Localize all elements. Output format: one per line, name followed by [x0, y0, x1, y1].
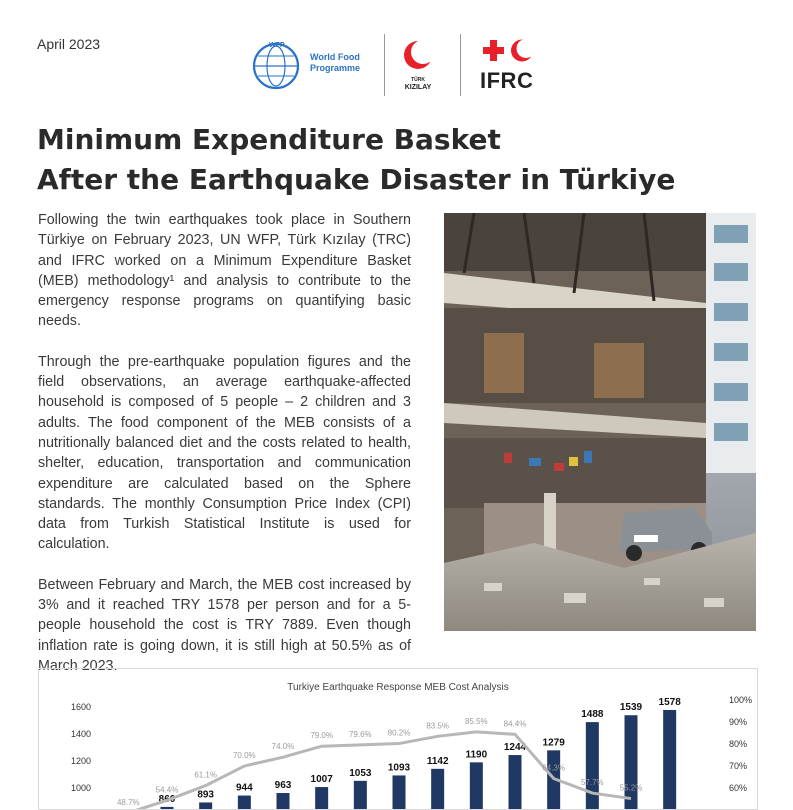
chart-bar: [509, 755, 522, 809]
paragraph-results: Between February and March, the MEB cost increased by 3% and it reached TRY 1578 per person and for a 5-people household the cost is TRY 7889. Even though inflation rate is going down, it is still high at 50.5% as of March 2023.: [38, 576, 411, 674]
chart-bar: [663, 710, 676, 809]
chart-bar: [161, 807, 174, 809]
line-value-label: 70.0%: [232, 751, 256, 760]
bar-value-label: 1053: [349, 767, 372, 779]
logo-divider: [384, 34, 385, 96]
ifrc-cross-crescent-icon: [480, 38, 540, 64]
chart-canvas: [39, 669, 757, 809]
chart-bar: [586, 722, 599, 809]
body-text: [38, 210, 411, 696]
bar-value-label: 1488: [581, 709, 604, 721]
line-value-label: 48.7%: [116, 797, 140, 807]
wfp-name: World Food Programme: [310, 52, 361, 73]
chart-bar: [431, 769, 444, 809]
bar-value-label: 1093: [387, 762, 411, 774]
line-value-label: 79.6%: [348, 729, 372, 739]
bar-value-label: 1578: [658, 696, 681, 708]
bar-value-label: 1244: [503, 742, 527, 754]
line-value-label: 84.4%: [503, 719, 527, 729]
line-value-label: 55.2%: [619, 783, 643, 793]
bar-value-label: 944: [235, 782, 253, 794]
chart-bar: [393, 775, 406, 809]
chart-bar: [625, 715, 638, 809]
line-value-label: 83.5%: [426, 721, 450, 731]
y-right-tick: 90%: [729, 717, 748, 727]
line-value-label: 85.5%: [464, 716, 488, 726]
paragraph-intro: Following the twin earthquakes took place in Southern Türkiye on February 2023, UN WFP, Türk Kızılay (TRC) and IFRC worked on a Minimum Expenditure Basket (MEB) methodology¹ and analysis to contribute to the emergency response programs on quantifying basic needs.: [38, 212, 411, 330]
paragraph-method: Through the pre-earthquake population figures and the field observations, an average earthquake-affected household is composed of 5 people – 2 children and 3 adults. The food component of the MEB consists of a nutritionally balanced diet and the costs related to health, shelter, education, transportation and communication expenditure are calculated based on the Sphere standards. The monthly Consumption Price Index (CPI) data from Turkish Statistical Institute is used for calculation.: [38, 353, 411, 553]
line-value-label: 54.4%: [155, 785, 179, 795]
partner-logos: [250, 32, 550, 98]
bar-value-label: 860: [158, 793, 176, 805]
kizilay-crescent-icon: [400, 38, 436, 74]
bar-value-label: 893: [197, 789, 215, 801]
y-left-tick: 1400: [70, 729, 91, 739]
line-value-label: 57.7%: [580, 778, 604, 788]
bar-value-label: 1279: [542, 737, 565, 749]
line-value-label: 61.1%: [194, 770, 218, 780]
bar-value-label: 1190: [465, 749, 488, 761]
line-value-label: 79.0%: [310, 731, 334, 741]
chart-title: Turkiye Earthquake Response MEB Cost Analysis: [287, 682, 509, 693]
bar-value-label: 1007: [310, 774, 333, 786]
bar-value-label: 1142: [426, 755, 449, 767]
line-value-label: 64.3%: [542, 763, 566, 773]
chart-bar: [470, 762, 483, 809]
wfp-acronym: WFP: [269, 42, 285, 49]
line-value-label: 80.2%: [387, 728, 411, 738]
report-date: April 2023: [37, 36, 101, 52]
earthquake-damage-photo: [444, 213, 756, 631]
logo-divider: [460, 34, 461, 96]
y-left-tick: 1000: [70, 783, 91, 793]
y-right-tick: 60%: [729, 783, 748, 793]
page-title: Minimum Expenditure Basket After the Earthquake Disaster in Türkiye: [37, 123, 676, 196]
chart-bar: [199, 802, 212, 809]
line-value-label: 74.0%: [271, 742, 295, 752]
y-left-tick: 1200: [70, 756, 91, 766]
meb-cost-chart: [38, 668, 758, 810]
y-right-tick: 70%: [729, 761, 748, 771]
y-left-tick: 1600: [70, 702, 91, 712]
kizilay-name: TÜRK KIZILAY: [404, 77, 432, 91]
chart-bar: [315, 787, 328, 809]
y-right-tick: 80%: [729, 739, 748, 749]
ifrc-name: IFRC: [480, 68, 534, 93]
y-right-tick: 100%: [729, 695, 753, 705]
bar-value-label: 963: [274, 779, 292, 791]
bar-value-label: 1539: [619, 702, 643, 714]
chart-bar: [238, 796, 251, 809]
chart-bar: [354, 781, 367, 809]
chart-bar: [277, 793, 290, 809]
